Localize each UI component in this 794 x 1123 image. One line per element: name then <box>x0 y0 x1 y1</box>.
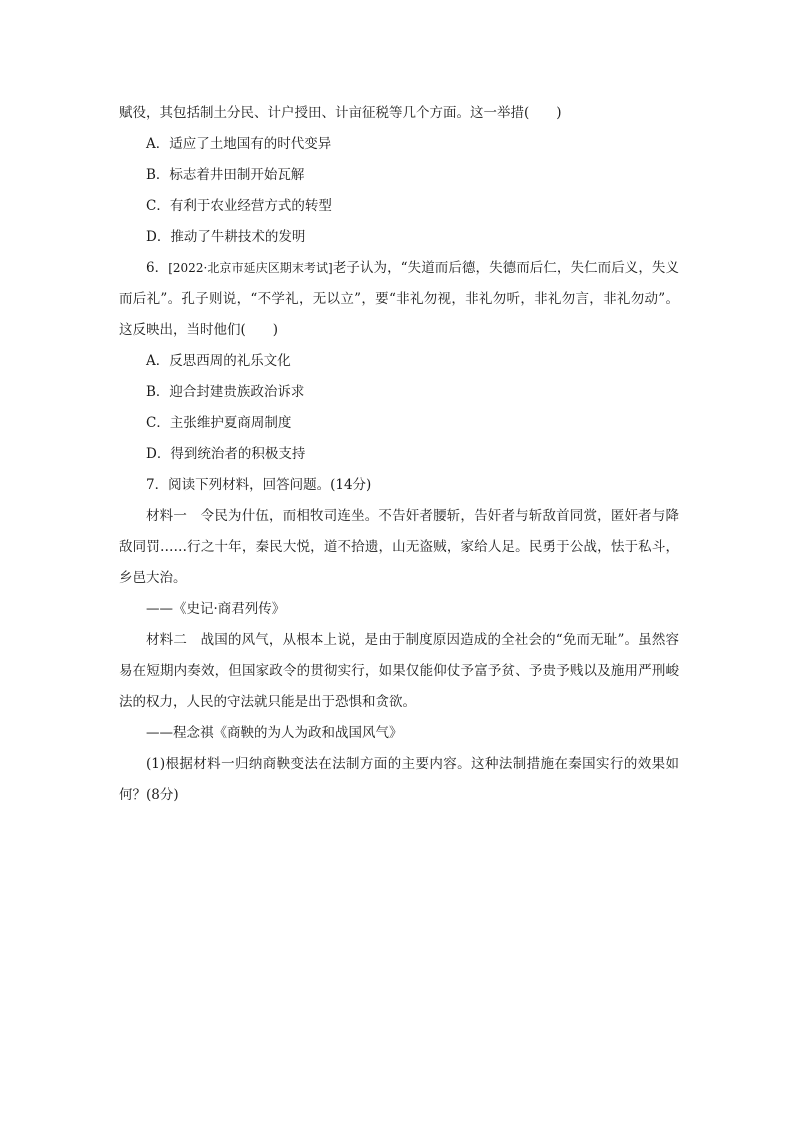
q5-option-b: B．标志着井田制开始瓦解 <box>146 167 305 183</box>
q6-number: 6． <box>146 260 169 276</box>
q7-material-1: 材料一 令民为什伍，而相牧司连坐。不告奸者腰斩，告奸者与斩敌首同赏，匿奸者与降敌同罚……行之十年，秦民大悦，道不拾遗，山无盗贼，家给人足。民勇于公战，怯于私斗，乡邑大治。 <box>119 508 679 586</box>
document-page <box>119 98 679 811</box>
q7-material-2: 材料二 战国的风气，从根本上说，是由于制度原因造成的全社会的“免而无耻”。虽然容易在短期内奏效，但国家政令的贯彻实行，如果仅能仰仗予富予贫、予贵予贱以及施用严刑峻法的权力，人民的守法就只能是出于恐惧和贪欲。 <box>119 632 679 710</box>
q6-source-tag: [2022·北京市延庆区期末考试] <box>168 261 333 275</box>
q6-option-b: B．迎合封建贵族政治诉求 <box>146 384 305 400</box>
q7-stem: 7．阅读下列材料，回答问题。(14分) <box>146 477 372 493</box>
q6-option-c: C．主张维护夏商周制度 <box>146 415 292 431</box>
q7-material-2-source: ——程念祺《商鞅的为人为政和战国风气》 <box>146 725 403 741</box>
q6-option-a: A．反思西周的礼乐文化 <box>146 353 291 369</box>
q5-option-d: D．推动了牛耕技术的发明 <box>146 229 306 245</box>
q7-material-1-source: ——《史记·商君列传》 <box>146 601 286 617</box>
q5-option-c: C．有利于农业经营方式的转型 <box>146 198 332 214</box>
q6-stem-text: 老子认为，“失道而后德，失德而后仁，失仁而后义，失义而后礼”。孔子则说，“不学礼，无以立”，要“非礼勿视，非礼勿听，非礼勿言，非礼勿动”。这反映出，当时他们( ) <box>119 260 680 338</box>
q6-stem <box>119 253 679 346</box>
q7-sub-question-1: (1)根据材料一归纳商鞅变法在法制方面的主要内容。这种法制措施在秦国实行的效果如何？(8分) <box>119 756 679 803</box>
q5-stem-continuation: 赋役，其包括制土分民、计户授田、计亩征税等几个方面。这一举措( ) <box>119 105 562 121</box>
q6-option-d: D．得到统治者的积极支持 <box>146 446 306 462</box>
q5-option-a: A．适应了土地国有的时代变异 <box>146 136 332 152</box>
